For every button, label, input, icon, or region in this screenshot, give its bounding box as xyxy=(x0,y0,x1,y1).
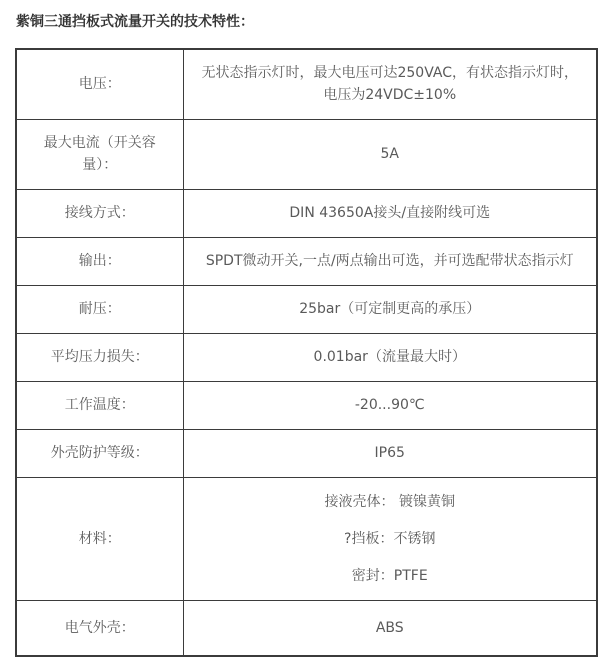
spec-value xyxy=(183,189,597,237)
table-row xyxy=(16,333,597,381)
spec-value-line: 5A xyxy=(380,146,399,162)
spec-table xyxy=(15,48,598,657)
spec-value xyxy=(183,333,597,381)
spec-value xyxy=(183,285,597,333)
table-row xyxy=(16,189,597,237)
spec-label: 工作温度： xyxy=(16,381,183,429)
spec-label: 最大电流（开关容量）： xyxy=(16,119,183,189)
table-row xyxy=(16,49,597,119)
spec-value-line: IP65 xyxy=(374,445,405,461)
spec-label: 材料： xyxy=(16,477,183,600)
table-row xyxy=(16,381,597,429)
spec-value-line: 接液壳体： 镀镍黄铜 xyxy=(324,493,455,510)
spec-value-line: SPDT微动开关,一点/两点输出可选，并可选配带状态指示灯 xyxy=(205,253,574,269)
spec-label: 电压： xyxy=(16,49,183,119)
spec-label: 输出： xyxy=(16,237,183,285)
spec-value-line: 0.01bar（流量最大时） xyxy=(313,349,466,365)
spec-label: 耐压： xyxy=(16,285,183,333)
page-title: 紫铜三通挡板式流量开关的技术特性： xyxy=(16,14,254,30)
spec-value-line: 密封：PTFE xyxy=(351,567,428,584)
spec-value-line: DIN 43650A接头/直接附线可选 xyxy=(289,205,491,221)
table-row xyxy=(16,477,597,600)
spec-value-line: -20...90℃ xyxy=(354,397,425,413)
spec-label: 接线方式： xyxy=(16,189,183,237)
spec-value-line: ?挡板：不锈钢 xyxy=(344,530,436,547)
spec-label: 外壳防护等级： xyxy=(16,429,183,477)
spec-value-line: ABS xyxy=(375,619,404,636)
spec-value xyxy=(183,49,597,119)
table-row xyxy=(16,600,597,656)
spec-value xyxy=(183,429,597,477)
spec-label: 平均压力损失： xyxy=(16,333,183,381)
spec-value xyxy=(183,119,597,189)
table-row xyxy=(16,119,597,189)
spec-table-body xyxy=(16,49,597,656)
table-row xyxy=(16,237,597,285)
table-row xyxy=(16,429,597,477)
spec-value xyxy=(183,600,597,656)
spec-value-line: 无状态指示灯时，最大电压可达250VAC，有状态指示灯时，电压为24VDC±10% xyxy=(201,65,578,104)
spec-label: 电气外壳： xyxy=(16,600,183,656)
spec-value xyxy=(183,477,597,600)
spec-value-line: 25bar（可定制更高的承压） xyxy=(299,301,481,317)
spec-value xyxy=(183,381,597,429)
table-row xyxy=(16,285,597,333)
spec-value xyxy=(183,237,597,285)
